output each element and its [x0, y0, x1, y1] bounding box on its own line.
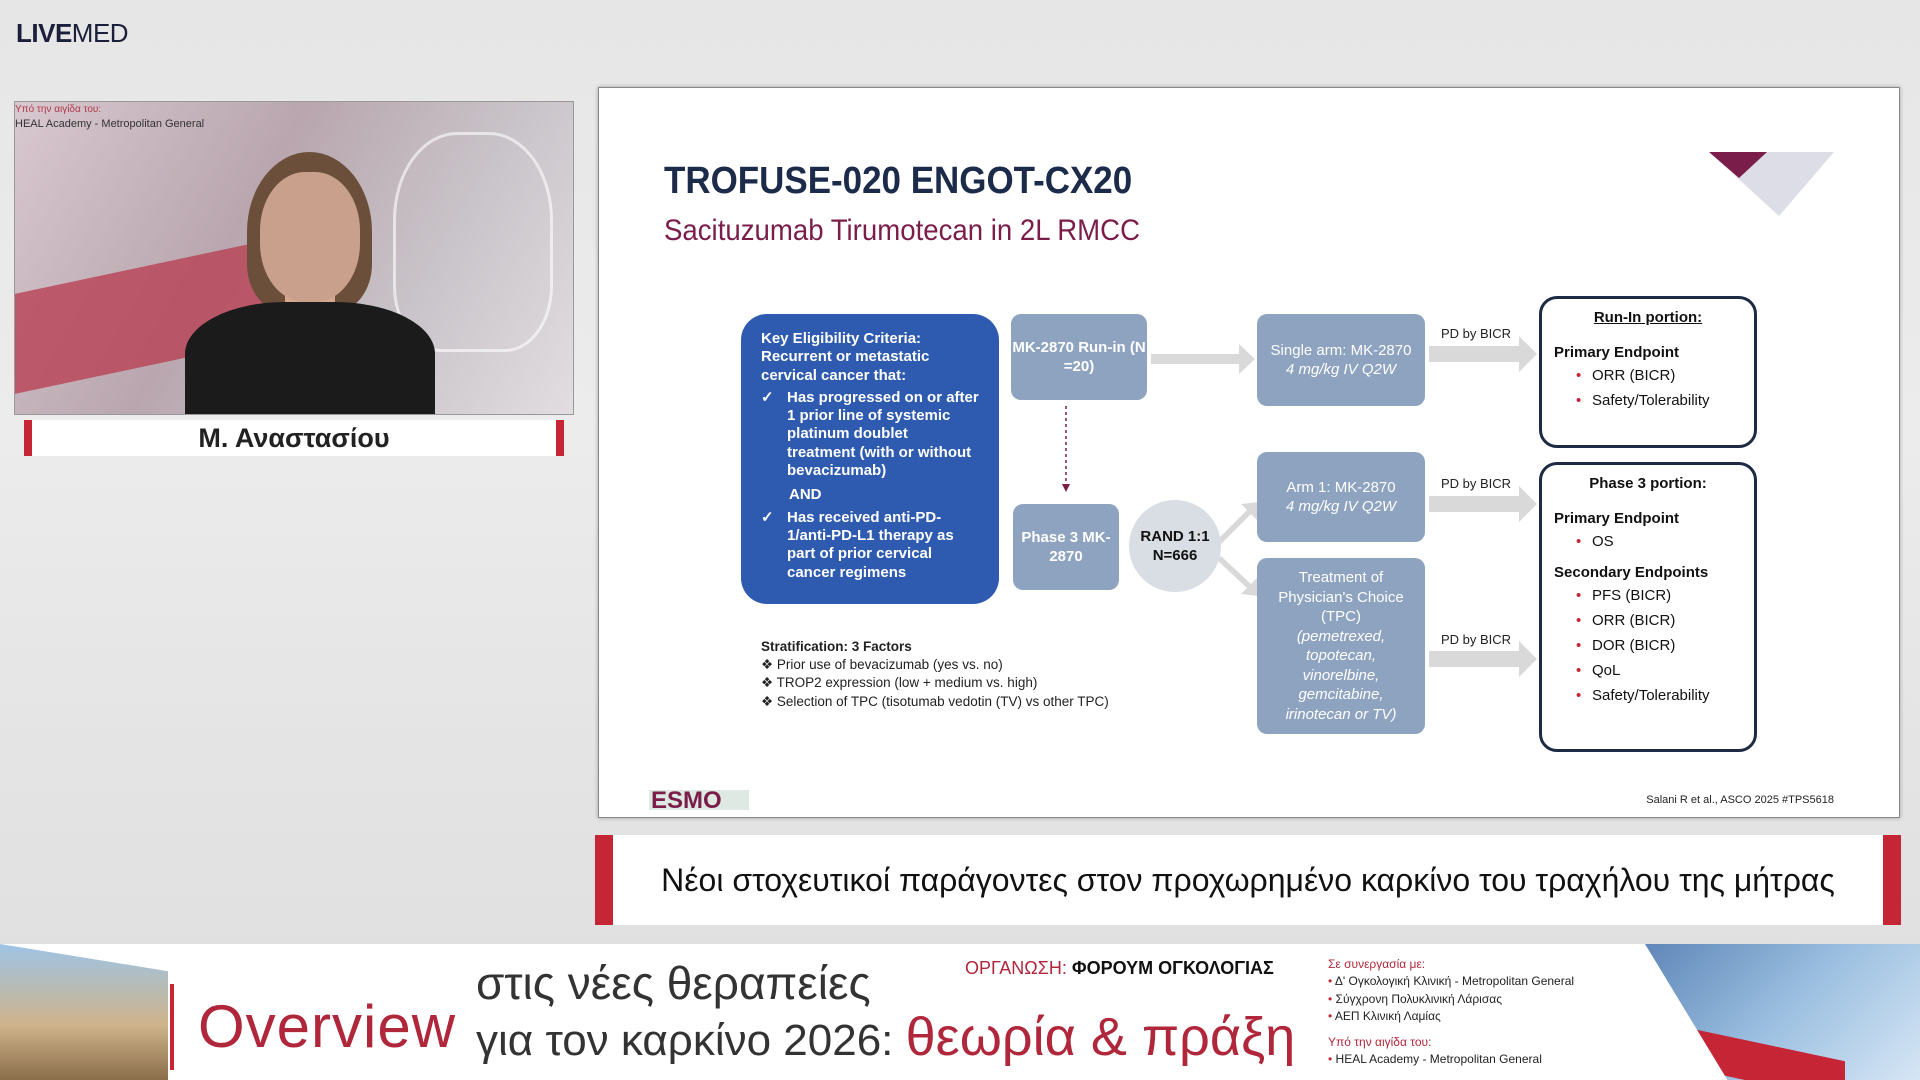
arm1-label: Arm 1: MK-2870: [1286, 478, 1396, 496]
phase3-portion-box: [1539, 462, 1757, 752]
esmo-logo-icon: [649, 786, 749, 812]
phase3-box: Phase 3 MK-2870: [1013, 504, 1119, 590]
stratification-block: Stratification: 3 Factors ❖ Prior use of bevacizumab (yes vs. no) ❖ TROP2 expression (low + medium vs. high) ❖ Selection of TPC (tisotumab vedotin (TV) vs other TPC): [761, 639, 1109, 709]
footer-divider: [170, 984, 174, 1070]
event-tagline-2-wrap: [476, 1006, 1295, 1068]
speaker-video: [14, 101, 574, 415]
eligibility-criteria-box: [741, 314, 999, 604]
eligibility-item-1: Has progressed on or after 1 prior line of systemic platinum doublet treatment (with or without bevacizumab): [787, 388, 979, 480]
speaker-face: [260, 172, 360, 302]
lab-photo-stripe: [1645, 1019, 1845, 1080]
eligibility-intro: Recurrent or metastatic cervical cancer that:: [761, 348, 930, 384]
stratification-item: Selection of TPC (tisotumab vedotin (TV) vs other TPC): [776, 693, 1109, 709]
slide-citation: Salani R et al., ASCO 2025 #TPS5618: [1646, 794, 1834, 806]
runin-endpoint: • Safety/Tolerability: [1592, 392, 1742, 409]
video-caption-2: HEAL Academy - Metropolitan General: [15, 118, 205, 130]
video-caption-1: Υπό την αιγίδα του:: [15, 104, 102, 115]
event-overview-title: Overview: [198, 993, 457, 1060]
logo-light-text: MED: [71, 18, 129, 48]
single-arm-box: [1257, 314, 1425, 406]
phase3-portion-heading: Phase 3 portion:: [1589, 475, 1707, 492]
flask-illustration: [393, 132, 553, 352]
collab-header: Σε συνεργασία με:: [1328, 957, 1426, 971]
logo-bold-text: LIVE: [16, 18, 72, 48]
arm1-dose: 4 mg/kg IV Q2W: [1285, 498, 1397, 515]
organizer-name: ΦΟΡΟΥΜ ΟΓΚΟΛΟΓΙΑΣ: [1071, 958, 1274, 978]
rand-circle: RAND 1:1 N=666: [1129, 500, 1221, 592]
speaker-body: [185, 302, 435, 415]
eligibility-heading: Key Eligibility Criteria:: [761, 330, 922, 347]
arm1-box: [1257, 452, 1425, 542]
phase3-secondary-endpoint: • ORR (BICR): [1592, 612, 1742, 629]
stratification-item: Prior use of bevacizumab (yes vs. no): [776, 657, 1003, 673]
acropolis-photo: [0, 944, 168, 1080]
collab-item: • Δ' Ογκολογική Κλινική - Metropolitan General: [1328, 973, 1574, 990]
phase3-secondary-endpoint: • Safety/Tolerability: [1592, 687, 1742, 704]
collaborators: [1328, 956, 1574, 1068]
phase3-secondary-label: Secondary Endpoints: [1554, 564, 1709, 581]
event-tagline-1: στις νέες θεραπείες: [476, 957, 871, 1009]
organizer: [965, 958, 1274, 979]
runin-box: MK-2870 Run-in (N =20): [1011, 314, 1147, 400]
stratification-item: TROP2 expression (low + medium vs. high): [776, 675, 1038, 691]
auspices-item: • HEAL Academy - Metropolitan General: [1328, 1051, 1574, 1068]
runin-portion-box: [1539, 296, 1757, 448]
single-arm-label: Single arm: MK-2870: [1270, 341, 1412, 359]
speaker-name-plate: Μ. Αναστασίου: [24, 420, 564, 456]
phase3-primary-label: Primary Endpoint: [1554, 510, 1680, 527]
eligibility-item-2: Has received anti-PD-1/anti-PD-L1 therapy as part of prior cervical cancer regimens: [787, 508, 954, 581]
runin-endpoint: • ORR (BICR): [1592, 367, 1742, 384]
pd-label-2: PD by BICR: [1441, 476, 1512, 491]
stratification-title: Stratification: 3 Factors: [761, 639, 912, 654]
organizer-label: ΟΡΓΑΝΩΣΗ:: [965, 958, 1067, 978]
esmo-logo-text: ESMO: [651, 787, 722, 812]
presentation-slide: [598, 87, 1900, 818]
tpc-label: Treatment of Physician's Choice (TPC): [1278, 569, 1404, 625]
collab-item: • ΑΕΠ Κλινική Λαμίας: [1328, 1008, 1574, 1025]
phase3-secondary-endpoint: • DOR (BICR): [1592, 637, 1742, 654]
livemed-logo: [16, 18, 128, 49]
runin-portion-heading: Run-In portion:: [1593, 309, 1703, 326]
pd-label-1: PD by BICR: [1441, 326, 1512, 341]
phase3-secondary-endpoint: • PFS (BICR): [1592, 587, 1742, 604]
checkmark-icon: ✓: [761, 388, 774, 406]
tpc-drugs: (pemetrexed, topotecan, vinorelbine, gemcitabine, irinotecan or TV): [1285, 627, 1397, 723]
eligibility-and: AND: [789, 486, 822, 504]
auspices-header: Υπό την αιγίδα του:: [1328, 1034, 1432, 1049]
runin-primary-label: Primary Endpoint: [1554, 344, 1680, 361]
topic-bar: Νέοι στοχευτικοί παράγοντες στον προχωρημένο καρκίνο του τραχήλου της μήτρας: [595, 835, 1901, 925]
phase3-secondary-endpoint: • QoL: [1592, 662, 1742, 679]
slide-subtitle: Sacituzumab Tirumotecan in 2L RMCC: [664, 214, 1141, 247]
collab-item: • Σύγχρονη Πολυκλινική Λάρισας: [1328, 991, 1574, 1008]
single-arm-dose: 4 mg/kg IV Q2W: [1285, 361, 1397, 378]
phase3-primary-endpoint: • OS: [1592, 533, 1742, 550]
tpc-box: [1257, 558, 1425, 734]
pd-label-3: PD by BICR: [1441, 632, 1512, 647]
checkmark-icon: ✓: [761, 508, 774, 526]
slide-title: TROFUSE-020 ENGOT-CX20: [664, 160, 1133, 202]
event-tagline-2: για τον καρκίνο 2026:: [476, 1016, 894, 1065]
event-tagline-3: θεωρία & πράξη: [905, 1007, 1296, 1067]
lab-photo: [1645, 944, 1920, 1080]
event-footer: [0, 944, 1920, 1080]
